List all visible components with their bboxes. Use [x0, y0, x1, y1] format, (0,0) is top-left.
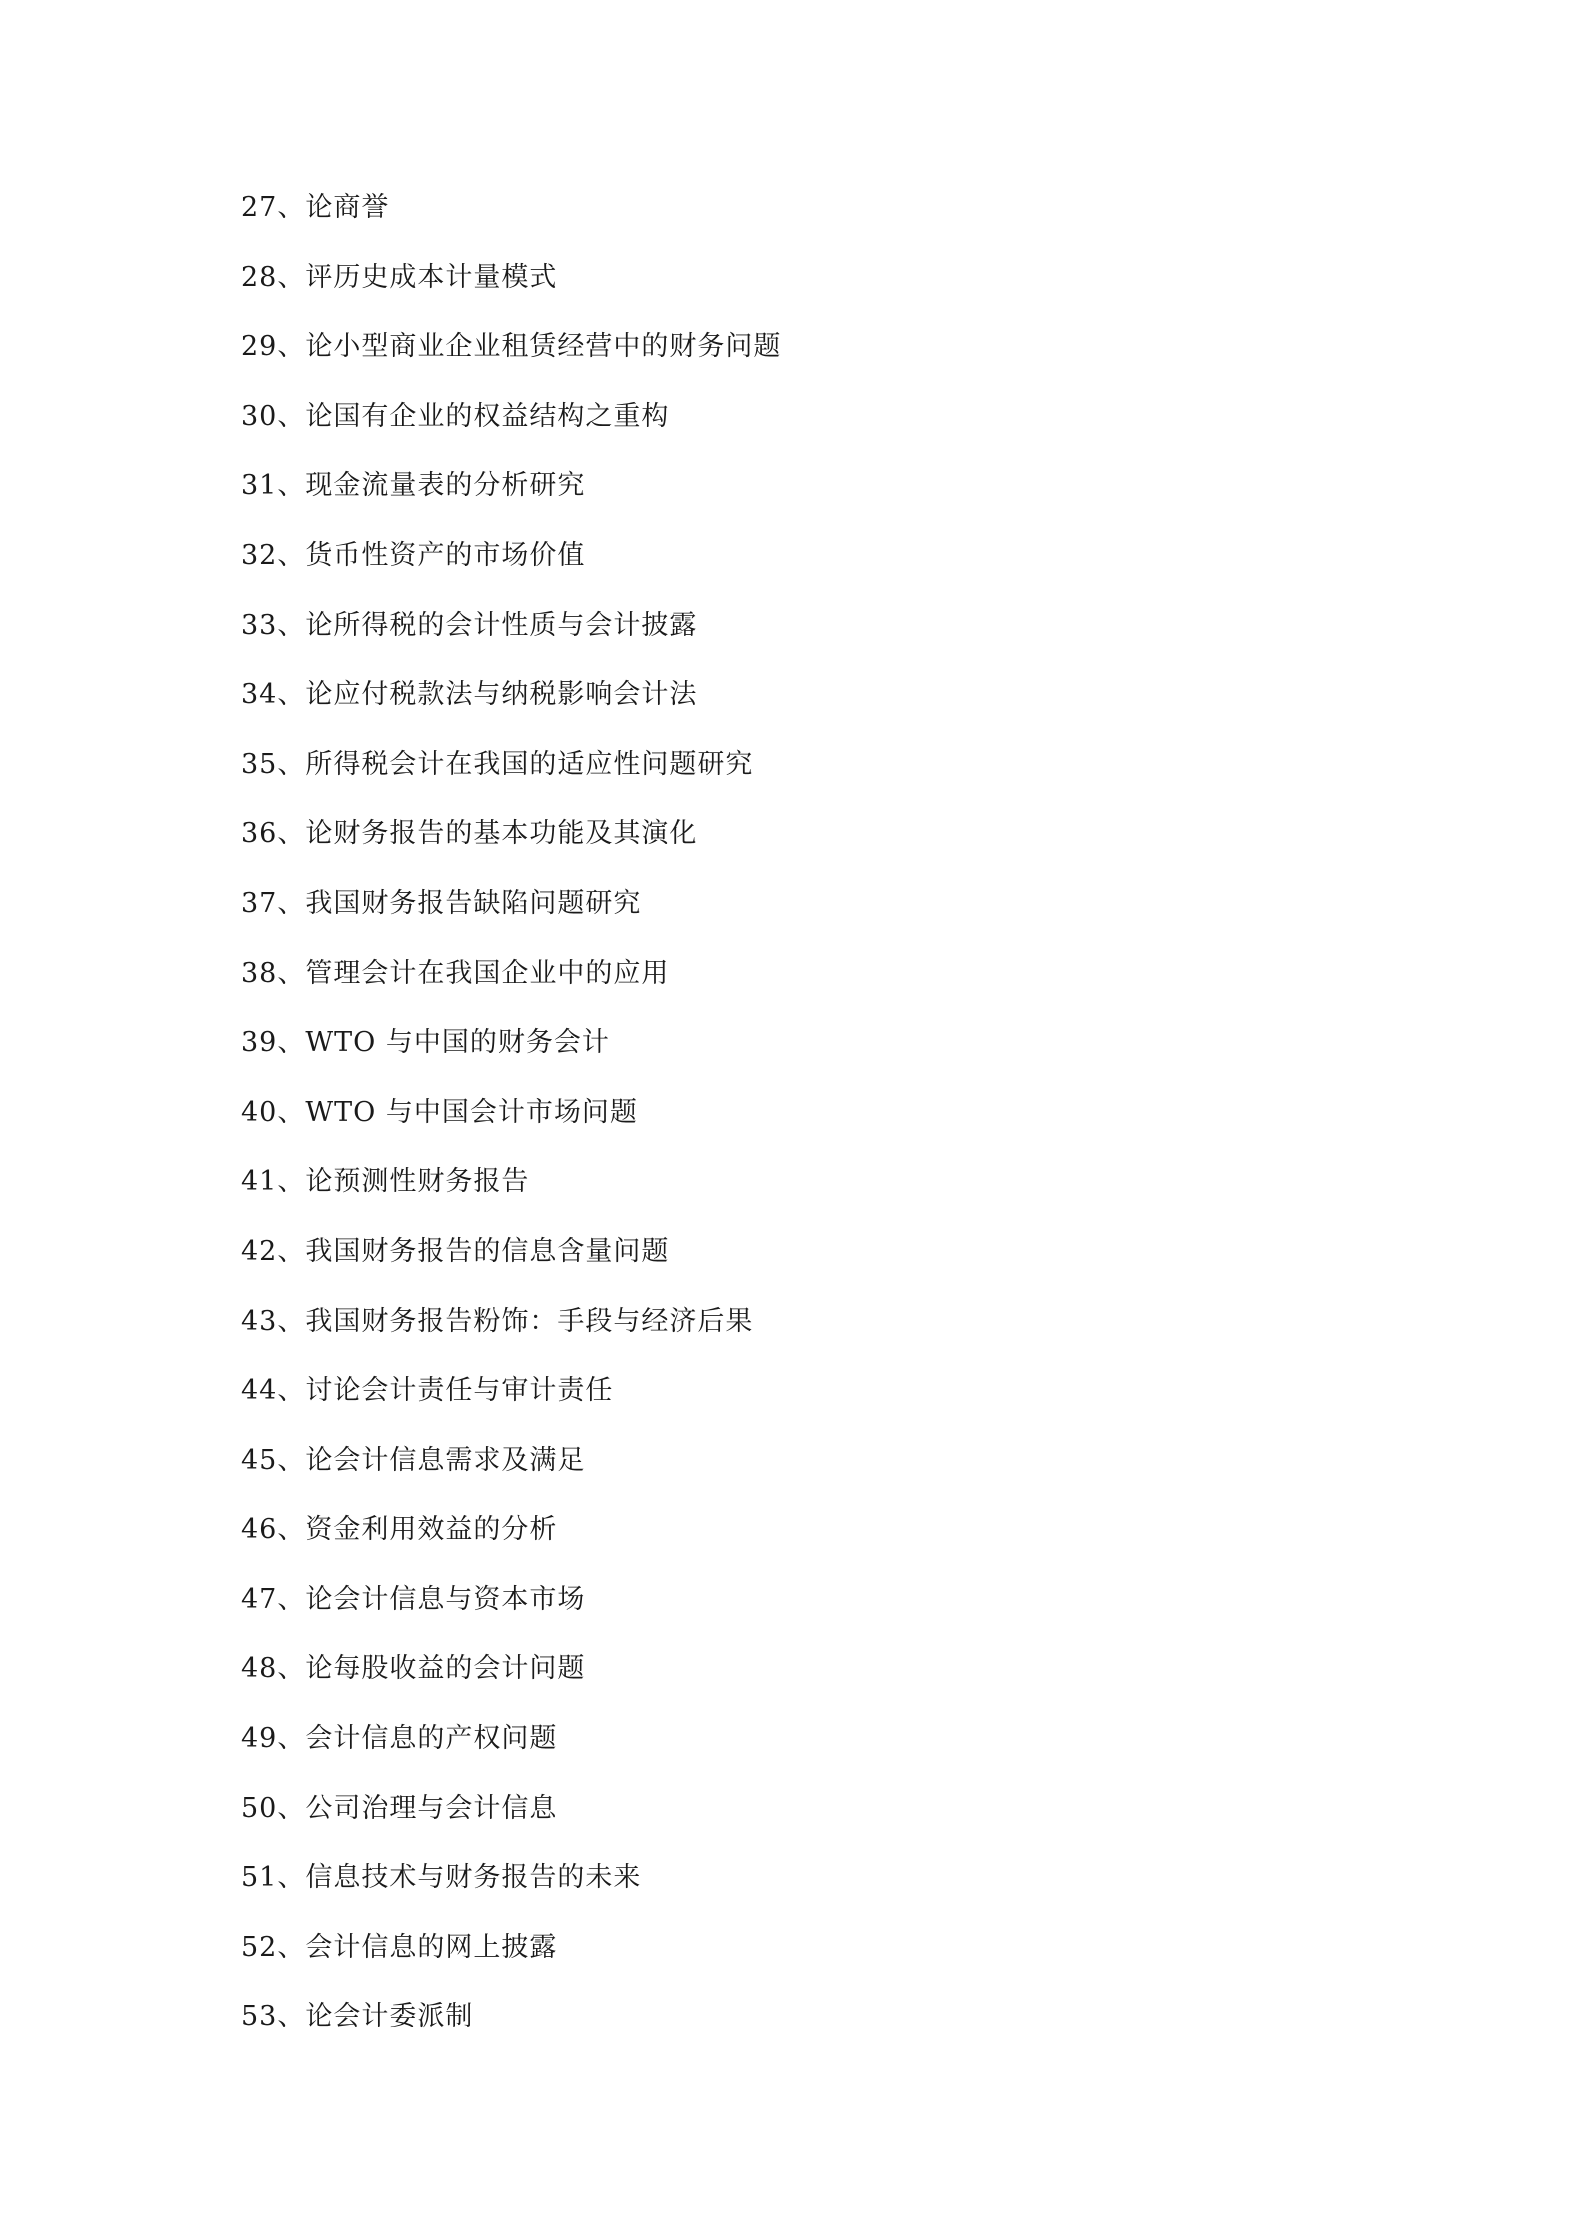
topic-item: 43、我国财务报告粉饰：手段与经济后果 — [241, 1305, 754, 1337]
topic-item: 42、我国财务报告的信息含量问题 — [241, 1235, 670, 1267]
topic-item: 33、论所得税的会计性质与会计披露 — [241, 609, 698, 641]
topic-item: 32、货币性资产的市场价值 — [241, 539, 586, 571]
topic-item: 39、WTO 与中国的财务会计 — [241, 1027, 610, 1059]
topic-item: 45、论会计信息需求及满足 — [241, 1444, 586, 1476]
topic-item: 35、所得税会计在我国的适应性问题研究 — [241, 748, 754, 780]
topic-item: 40、WTO 与中国会计市场问题 — [241, 1096, 638, 1128]
topic-item: 48、论每股收益的会计问题 — [241, 1653, 586, 1685]
topic-item: 51、信息技术与财务报告的未来 — [241, 1862, 642, 1894]
topic-item: 36、论财务报告的基本功能及其演化 — [241, 818, 698, 850]
topic-item: 52、会计信息的网上披露 — [241, 1931, 558, 1963]
topic-item: 44、讨论会计责任与审计责任 — [241, 1375, 614, 1407]
topic-item: 46、资金利用效益的分析 — [241, 1514, 558, 1546]
topic-item: 30、论国有企业的权益结构之重构 — [241, 400, 670, 432]
topic-item: 28、评历史成本计量模式 — [241, 261, 558, 293]
topic-item: 41、论预测性财务报告 — [241, 1166, 530, 1198]
topic-item: 29、论小型商业企业租赁经营中的财务问题 — [241, 331, 782, 363]
topic-item: 37、我国财务报告缺陷问题研究 — [241, 887, 642, 919]
topic-item: 34、论应付税款法与纳税影响会计法 — [241, 679, 698, 711]
topic-item: 38、管理会计在我国企业中的应用 — [241, 957, 670, 989]
topic-item: 31、现金流量表的分析研究 — [241, 470, 586, 502]
topic-item: 50、公司治理与会计信息 — [241, 1792, 558, 1824]
topic-item: 49、会计信息的产权问题 — [241, 1723, 558, 1755]
topic-item: 47、论会计信息与资本市场 — [241, 1583, 586, 1615]
topic-item: 27、论商誉 — [241, 192, 390, 223]
topic-list — [241, 186, 781, 2065]
topic-item: 53、论会计委派制 — [241, 2001, 474, 2033]
